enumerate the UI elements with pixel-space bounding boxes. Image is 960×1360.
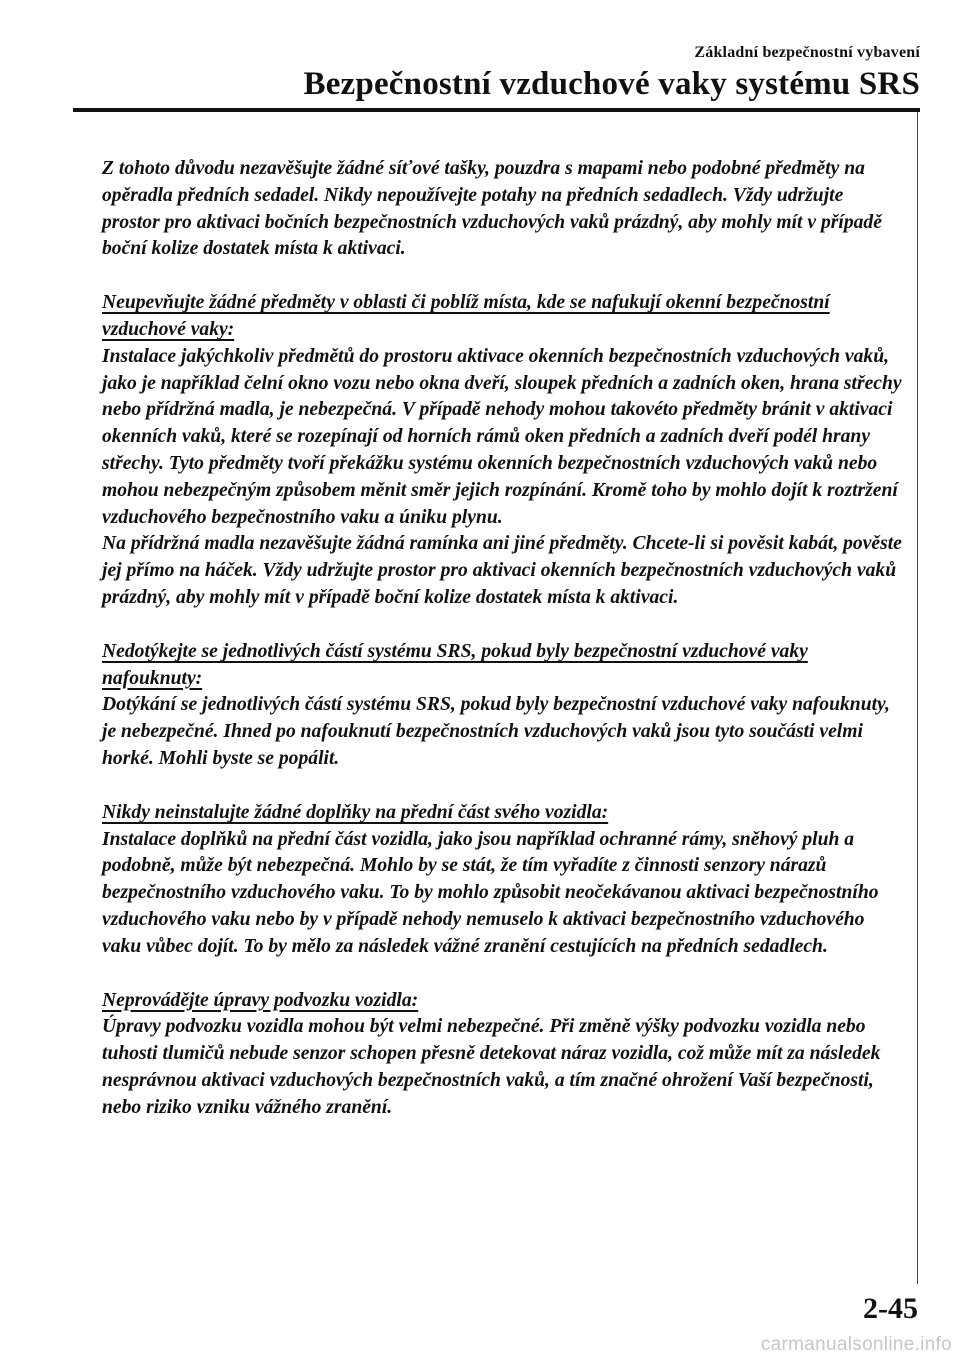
section-body: Úpravy podvozku vozidla mohou být velmi nebezpečné. Při změně výšky podvozku vozidla nebo tuhosti tlumičů nebude senzor schopen přesně detekovat náraz vozidla, což může mít za následek nesprávnou aktivaci vzduchových bezpečnostních vaků, a tím značné ohrožení Vaší bezpečnosti, nebo riziko vzniku vážného zranění. (102, 1016, 881, 1118)
intro-paragraph: Z tohoto důvodu nezavěšujte žádné síťové tašky, pouzdra s mapami nebo podobné předměty na opěradla předních sedadel. Nikdy nepoužívejte potahy na předních sedadlech. Vždy udržujte prostor pro aktivaci bočních bezpečnostních vzduchových vaků prázdný, aby mohly mít v případě boční kolize dostatek místa k aktivaci. (102, 158, 882, 260)
warning-section-suspension (102, 988, 902, 1122)
section-heading: Nedotýkejte se jednotlivých částí systému SRS, pokud byly bezpečnostní vzduchové vaky nafouknuty: (102, 640, 808, 689)
section-heading: Nikdy neinstalujte žádné doplňky na přední část svého vozidla: (102, 801, 609, 823)
page-title: Bezpečnostní vzduchové vaky systému SRS (303, 66, 920, 102)
section-body-continued: Na přídržná madla nezavěšujte žádná ramínka ani jiné předměty. Chcete-li si pověsit kabát, pověste jej přímo na háček. Vždy udržujte prostor pro aktivaci okenních bezpečnostních vzduchových vaků prázdný, aby mohly mít v případě boční kolize dostatek místa k aktivaci. (102, 533, 902, 608)
section-body: Instalace jakýchkoliv předmětů do prostoru aktivace okenních bezpečnostních vzduchových vaků, jako je například čelní okno vozu nebo okna dveří, sloupek předních a zadních oken, hrana střechy nebo přídržná madla, je nebezpečná. V případě nehody mohou takovéto předměty bránit v aktivaci okenních vaků, které se rozepínají od horních rámů oken předních a zadních dveří podél hrany střechy. Tyto předměty tvoří překážku systému okenních bezpečnostních vzduchových vaků nebo mohou nebezpečným způsobem měnit směr jejich rozpínání. Kromě toho by mohlo dojít k roztržení vzduchového bezpečnostního vaku a úniku plynu. (102, 345, 902, 528)
section-body: Dotýkání se jednotlivých částí systému SRS, pokud byly bezpečnostní vzduchové vaky nafouknuty, je nebezpečné. Ihned po nafouknutí bezpečnostních vzduchových vaků jsou tyto součásti velmi horké. Mohli byste se popálit. (102, 694, 890, 769)
warning-content (102, 156, 902, 1149)
warning-section-window-airbags (102, 290, 902, 612)
header-rule (73, 108, 920, 112)
warning-section-srs-parts (102, 639, 902, 773)
section-heading: Neprovádějte úpravy podvozku vozidla: (102, 989, 419, 1011)
page-number: 2-45 (863, 1292, 918, 1325)
page-header (0, 44, 920, 104)
section-heading: Neupevňujte žádné předměty v oblasti či poblíž místa, kde se nafukují okenní bezpečnostní vzduchové vaky: (102, 292, 830, 340)
section-name: Základní bezpečnostní vybavení (694, 44, 920, 61)
section-body: Instalace doplňků na přední část vozidla, jako jsou například ochranné rámy, sněhový pluh a podobně, může být nebezpečná. Mohlo by se stát, že tím vyřadíte z činnosti senzory nárazů bezpečnostního vzduchového vaku. To by mohlo způsobit neočekávanou aktivaci bezpečnostního vzduchového vaku nebo by v případě nehody nemuselo k aktivaci bezpečnostního vzduchového vaku vůbec dojít. To by mělo za následek vážné zranění cestujících na předních sedadlech. (102, 828, 879, 957)
warning-section-front-accessories (102, 800, 902, 961)
side-rule (917, 112, 918, 1284)
watermark: carmanualsonline.info (760, 1334, 952, 1355)
